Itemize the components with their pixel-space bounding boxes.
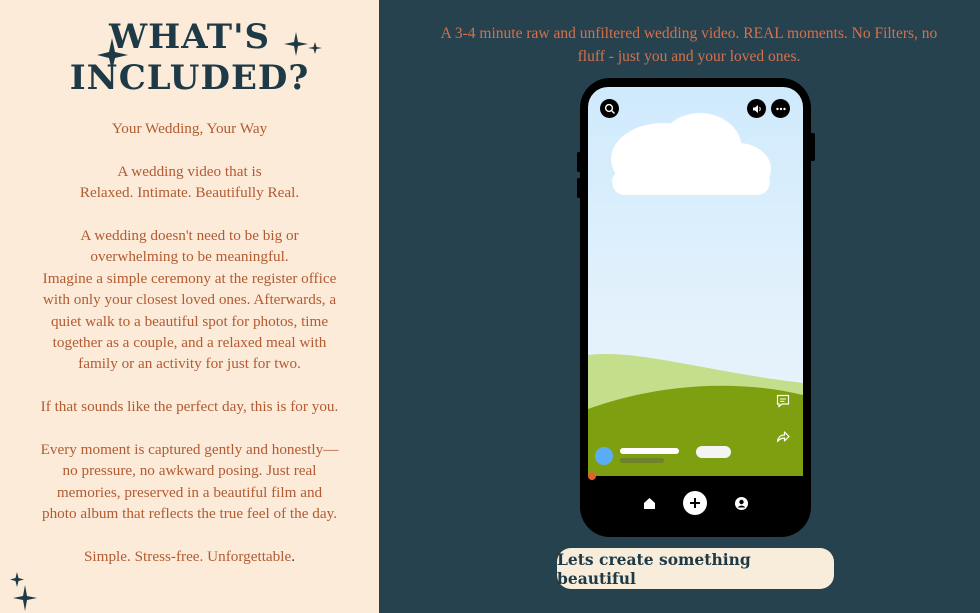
closing-text: Simple. Stress-free. Unforgettable [83, 548, 292, 566]
closing-punct: . [291, 548, 296, 566]
share-icon[interactable] [776, 430, 790, 443]
paragraph-2: If that sounds like the perfect day, this is for you. [40, 398, 339, 416]
comment-icon[interactable] [776, 394, 790, 408]
search-icon[interactable] [600, 99, 619, 118]
caption-placeholder [620, 458, 664, 463]
intro-text: A wedding video that is Relaxed. Intimate. Beautifully Real. [79, 162, 300, 202]
paragraph-1: A wedding doesn't need to be big or overwhelming to be meaningful. Imagine a simple ceremony at the register office with only your closest loved ones. Afterwards, a quiet walk to a beautiful spot for photos, time together as a couple, and a relaxed meal with family or an activity for just for two. [42, 227, 337, 373]
progress-indicator[interactable] [588, 472, 596, 480]
page-title-line1: WHAT'S [108, 17, 271, 57]
body-copy [12, 118, 367, 567]
subheading: Your Wedding, Your Way [111, 120, 268, 137]
tagline: A 3-4 minute raw and unfiltered wedding video. REAL moments. No Filters, no fluff - just you and your loved ones. [440, 25, 938, 65]
paragraph-3: Every moment is captured gently and honestly— no pressure, no awkward posing. Just real memories, preserved in a beautiful film and photo album that reflects the true feel of the day. [40, 441, 339, 523]
left-panel [0, 0, 379, 613]
cta-button[interactable]: Lets create something beautiful [557, 548, 834, 589]
more-icon[interactable] [771, 99, 790, 118]
volume-icon[interactable] [747, 99, 766, 118]
add-button[interactable] [683, 491, 707, 515]
closing-line [12, 546, 367, 567]
add-icon [689, 497, 701, 509]
video-scene [588, 87, 803, 477]
sparkle-icon [8, 570, 38, 612]
like-icon[interactable] [776, 320, 790, 333]
username-placeholder [620, 448, 679, 454]
home-icon[interactable] [643, 497, 656, 510]
page-title-line2: INCLUDED? [69, 58, 310, 98]
avatar[interactable] [595, 447, 613, 465]
follow-button[interactable] [696, 446, 731, 458]
video-player[interactable] [588, 87, 803, 477]
cloud-illustration [611, 113, 771, 195]
profile-icon[interactable] [734, 496, 749, 511]
